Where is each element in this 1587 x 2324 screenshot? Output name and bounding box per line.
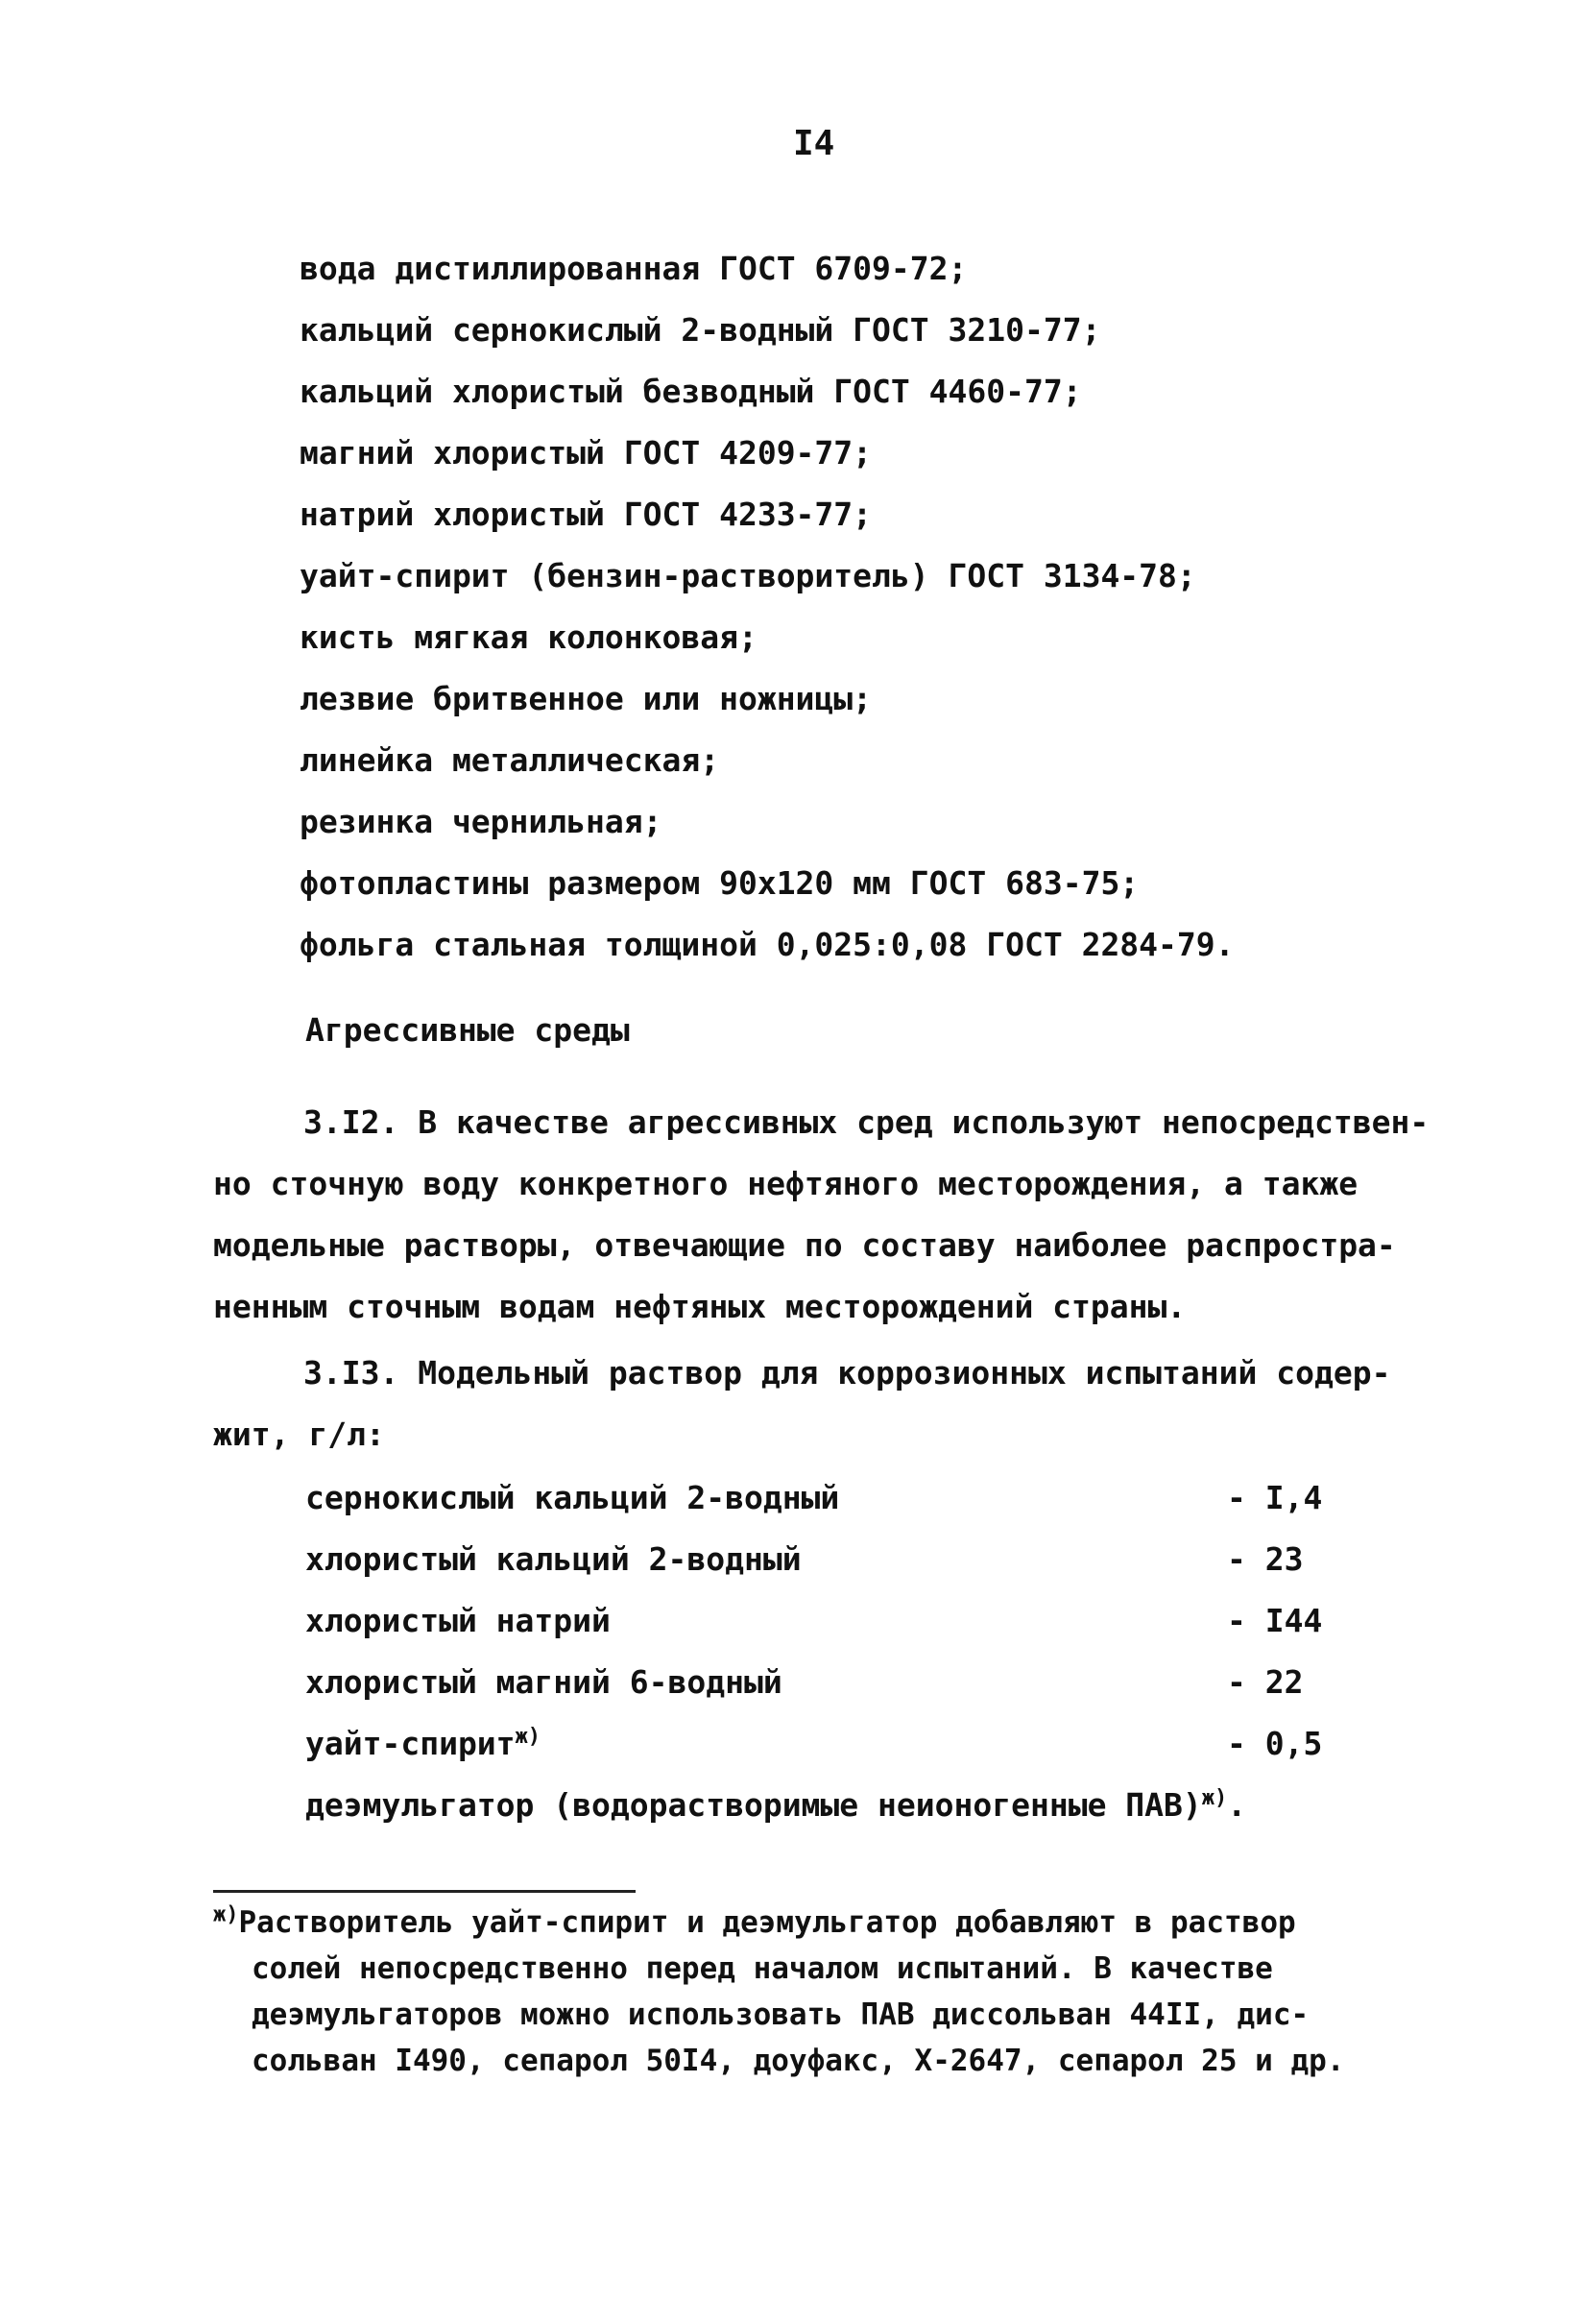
- composition-row: [305, 1775, 1342, 1836]
- footnote-divider: [213, 1890, 636, 1893]
- material-item: линейка металлическая;: [300, 741, 720, 779]
- material-item: резинка чернильная;: [300, 803, 662, 840]
- paragraph-line: ненным сточным водам нефтяных месторождений страны.: [213, 1288, 1187, 1325]
- material-item: фотопластины размером 90х120 мм ГОСТ 683-75;: [300, 864, 1140, 902]
- footnote-marker: ж): [213, 1902, 239, 1927]
- material-item: кальций сернокислый 2-водный ГОСТ 3210-77;: [300, 311, 1101, 349]
- material-item: вода дистиллированная ГОСТ 6709-72;: [300, 250, 968, 287]
- footnote-line: сольван I490, сепарол 50I4, доуфакс, Х-2647, сепарол 25 и др.: [252, 2044, 1345, 2078]
- paragraph-line: модельные растворы, отвечающие по составу наиболее распростра-: [213, 1226, 1396, 1264]
- material-item: натрий хлористый ГОСТ 4233-77;: [300, 496, 873, 533]
- paragraph-line: жит, г/л:: [213, 1416, 385, 1453]
- composition-row: [305, 1652, 1342, 1713]
- component-value: - I44: [1227, 1602, 1323, 1639]
- composition-table: [305, 1467, 1342, 1836]
- page-number: I4: [793, 124, 835, 163]
- footnote-marker: ж): [1201, 1786, 1228, 1810]
- composition-row: [305, 1713, 1342, 1775]
- material-item: кисть мягкая колонковая;: [300, 618, 757, 656]
- component-name: хлористый магний 6-водный: [305, 1663, 782, 1701]
- materials-list: [300, 238, 1235, 976]
- paragraph-3-13: [213, 1343, 1390, 1465]
- component-name: хлористый кальций 2-водный: [305, 1540, 802, 1578]
- paragraph-line: но сточную воду конкретного нефтяного месторождения, а также: [213, 1165, 1359, 1202]
- composition-row: [305, 1467, 1342, 1529]
- component-name: уайт-спирит$^{ж)}$: [305, 1725, 541, 1762]
- material-item: кальций хлористый безводный ГОСТ 4460-77;: [300, 373, 1082, 410]
- footnote-line: деэмульгаторов можно использовать ПАВ диссольван 44II, дис-: [252, 1997, 1310, 2032]
- component-name: сернокислый кальций 2-водный: [305, 1479, 840, 1516]
- paragraph-line: 3.I2. В качестве агрессивных сред используют непосредствен-: [303, 1103, 1430, 1141]
- material-item: уайт-спирит (бензин-растворитель) ГОСТ 3134-78;: [300, 557, 1196, 594]
- component-name: деэмульгатор (водорастворимые неионогенные ПАВ)$^{ж)}$.: [305, 1786, 1247, 1824]
- footnote: [213, 1900, 1344, 2084]
- component-value: - 0,5: [1227, 1725, 1323, 1762]
- component-name: хлористый натрий: [305, 1602, 611, 1639]
- footnote-marker: ж): [515, 1725, 541, 1749]
- material-item: фольга стальная толщиной 0,025:0,08 ГОСТ 2284-79.: [300, 926, 1235, 963]
- composition-row: [305, 1590, 1342, 1652]
- component-value: - 23: [1227, 1540, 1304, 1578]
- paragraph-3-12: [213, 1092, 1429, 1338]
- component-value: - 22: [1227, 1663, 1304, 1701]
- footnote-line: солей непосредственно перед началом испытаний. В качестве: [252, 1951, 1273, 1986]
- footnote-line: $^{ж)}$Растворитель уайт-спирит и деэмульгатор добавляют в раствор: [213, 1902, 1296, 1940]
- component-value: - I,4: [1227, 1479, 1323, 1516]
- material-item: магний хлористый ГОСТ 4209-77;: [300, 434, 873, 472]
- material-item: лезвие бритвенное или ножницы;: [300, 680, 873, 717]
- section-heading: Агрессивные среды: [305, 1011, 630, 1049]
- composition-row: [305, 1529, 1342, 1590]
- paragraph-line: 3.I3. Модельный раствор для коррозионных испытаний содер-: [303, 1354, 1391, 1392]
